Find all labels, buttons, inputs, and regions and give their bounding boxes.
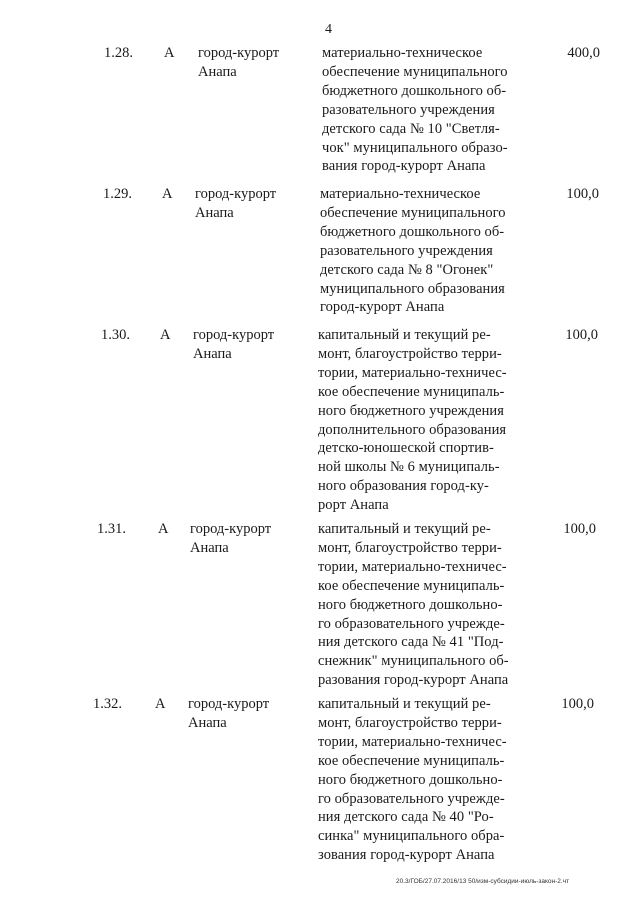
row-amount: 100,0 bbox=[565, 327, 598, 343]
row-category: А bbox=[160, 327, 171, 343]
row-category: А bbox=[158, 521, 169, 537]
row-purpose: капитальный и текущий ре- монт, благоустройство терри- тории, материально-техничес- кое обеспечение муниципаль- ного бюджетного учреждения дополнительного образования детско-юношеской спортив- ной школы № 6 муниципаль- ного образования город-ку- рорт Анапа bbox=[318, 327, 507, 514]
row-number: 1.32. bbox=[93, 696, 122, 712]
row-number: 1.31. bbox=[97, 521, 126, 537]
row-amount: 400,0 bbox=[567, 45, 600, 61]
row-purpose: капитальный и текущий ре- монт, благоустройство терри- тории, материально-техничес- кое обеспечение муниципаль- ного бюджетного дошкольно- го образовательного учрежде- ния детского сада № 41 "Под- снежник" муниципального об- разования город-курорт Анапа bbox=[318, 521, 509, 689]
row-amount: 100,0 bbox=[563, 521, 596, 537]
row-municipality: город-курорт Анапа bbox=[190, 521, 272, 556]
row-amount: 100,0 bbox=[561, 696, 594, 712]
row-category: А bbox=[164, 45, 175, 61]
row-amount: 100,0 bbox=[566, 186, 599, 202]
row-municipality: город-курорт Анапа bbox=[198, 45, 280, 80]
row-purpose: материально-техническое обеспечение муниципального бюджетного дошкольного об- разовательного учреждения детского сада № 8 "Огонек" муниципального образования город-курорт Анапа bbox=[320, 186, 506, 316]
row-number: 1.29. bbox=[103, 186, 132, 202]
row-municipality: город-курорт Анапа bbox=[193, 327, 275, 362]
row-municipality: город-курорт Анапа bbox=[188, 696, 270, 731]
row-municipality: город-курорт Анапа bbox=[195, 186, 277, 221]
footer-document-code: 20.3/ГОБ/27.07.2016/13 50/изм-субсидии-июль-закон-2.чт bbox=[396, 878, 570, 885]
page-number: 4 bbox=[325, 22, 332, 37]
row-category: А bbox=[162, 186, 173, 202]
row-number: 1.28. bbox=[104, 45, 133, 61]
row-purpose: капитальный и текущий ре- монт, благоустройство терри- тории, материально-техничес- кое обеспечение муниципаль- ного бюджетного дошкольно- го образовательного учрежде- ния детского сада № 40 "Ро- синка" муниципального обра- зования город-курорт Анапа bbox=[318, 696, 507, 864]
row-purpose: материально-техническое обеспечение муниципального бюджетного дошкольного об- разовательного учреждения детского сада № 10 "Светля- чок" муниципального образо- вания город-курорт Анапа bbox=[322, 45, 508, 175]
row-category: А bbox=[155, 696, 166, 712]
row-number: 1.30. bbox=[101, 327, 130, 343]
